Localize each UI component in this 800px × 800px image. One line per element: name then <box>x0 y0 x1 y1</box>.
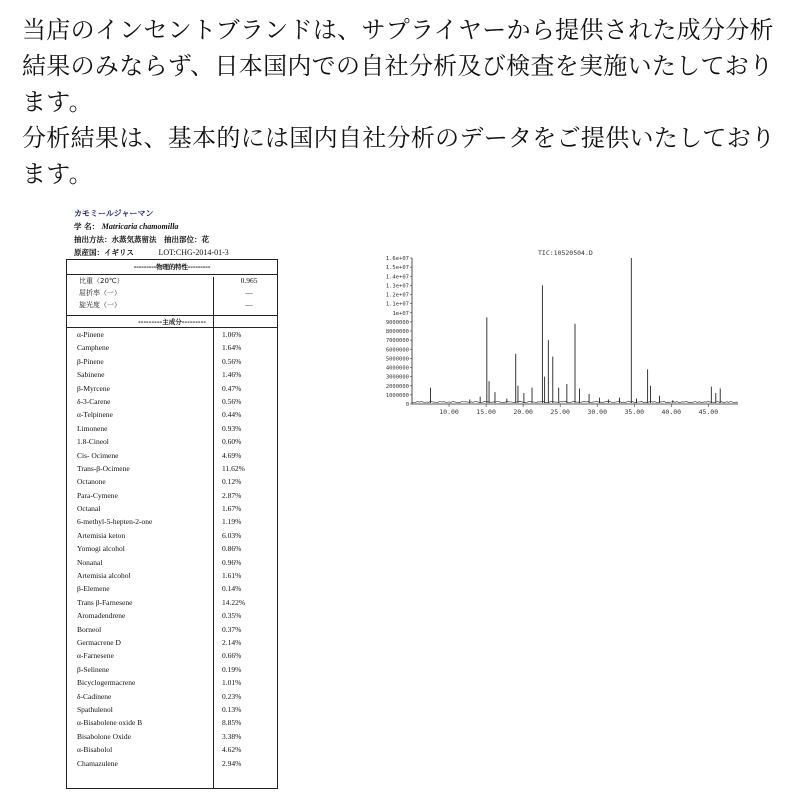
intro-line-3: ます。 <box>22 88 93 116</box>
component-percent: 1.67% <box>222 504 242 514</box>
component-name: Borneol <box>77 624 102 634</box>
component-row <box>67 449 277 462</box>
component-row <box>67 395 277 408</box>
component-percent: 0.37% <box>222 624 242 634</box>
component-percent: 0.93% <box>222 423 242 433</box>
component-percent: 14.22% <box>222 597 246 607</box>
component-row <box>67 730 277 743</box>
intro-line-5: ます。 <box>22 160 93 188</box>
component-row <box>67 462 277 475</box>
component-name: 1.8-Cineol <box>77 437 109 447</box>
component-row <box>67 676 277 689</box>
component-name: Bisabolone Oxide <box>77 731 131 741</box>
y-tick-label: 1.1e+07 <box>385 301 409 308</box>
component-row <box>67 355 277 368</box>
component-row <box>67 502 277 515</box>
y-tick-label: 1.5e+07 <box>385 265 409 272</box>
component-name: α-Telpinene <box>77 410 113 420</box>
component-percent: 2.87% <box>222 490 242 500</box>
y-tick-label: 7000000 <box>385 338 409 345</box>
y-tick-label: 6000000 <box>385 347 409 354</box>
component-name: Cis- Ocimene <box>77 450 119 460</box>
component-percent: 0.19% <box>222 664 242 674</box>
latin-name-line <box>66 220 278 233</box>
y-tick-label: 2000000 <box>385 383 409 390</box>
component-percent: 11.62% <box>222 463 245 473</box>
property-row <box>67 299 277 311</box>
component-percent: 0.13% <box>222 704 242 714</box>
chromatogram-label: TIC:10520504.D <box>538 249 593 257</box>
component-percent: 2.94% <box>222 758 242 768</box>
component-row <box>67 690 277 703</box>
component-row <box>67 743 277 756</box>
component-row <box>67 542 277 555</box>
component-row <box>67 757 277 770</box>
component-name: Limonene <box>77 423 108 433</box>
component-row <box>67 529 277 542</box>
component-row <box>67 368 277 381</box>
component-row <box>67 716 277 729</box>
component-percent: 0.60% <box>222 437 242 447</box>
component-percent: 0.47% <box>222 383 242 393</box>
y-tick-label: 1.3e+07 <box>385 283 409 290</box>
component-row <box>67 609 277 622</box>
component-row <box>67 623 277 636</box>
component-row <box>67 596 277 609</box>
component-row <box>67 663 277 676</box>
component-percent: 2.14% <box>222 637 242 647</box>
intro-line-1: 当店のインセントブランドは、サプライヤーから提供された成分分析 <box>22 16 774 44</box>
component-row <box>67 582 277 595</box>
component-name: α-Pinene <box>77 330 104 339</box>
component-name: δ-Cadinene <box>77 691 112 701</box>
intro-line-2: 結果のみならず、日本国内での自社分析及び検査を実施いたしており <box>22 52 774 80</box>
y-tick-label: 9000000 <box>385 319 409 326</box>
sheet-title: カモミールジャーマン <box>74 209 154 218</box>
component-name: Para-Cymene <box>77 490 118 500</box>
component-name: α-Bisabolol <box>77 745 113 755</box>
component-row <box>67 382 277 395</box>
component-row <box>67 703 277 716</box>
chromatogram <box>368 248 744 418</box>
y-tick-label: 4000000 <box>385 365 409 372</box>
component-percent: 8.85% <box>222 718 242 728</box>
section-main-components: ---------主成分--------- <box>67 315 277 328</box>
component-row <box>67 328 277 341</box>
component-name: Camphene <box>77 343 110 353</box>
component-percent: 0.14% <box>222 584 242 594</box>
origin-line <box>66 246 278 259</box>
component-name: Trans β-Farnesene <box>77 597 133 607</box>
y-tick-label: 1000000 <box>385 392 409 399</box>
component-name: β-Elemene <box>77 584 110 594</box>
x-tick-label: 30.00 <box>587 408 608 416</box>
component-list <box>67 328 277 770</box>
component-name: Bicyclogermacrene <box>77 678 136 688</box>
component-name: Octanal <box>77 504 101 514</box>
y-tick-label: 1.4e+07 <box>385 274 409 281</box>
component-row <box>67 408 277 421</box>
component-percent: 1.06% <box>222 330 242 339</box>
x-tick-label: 10.00 <box>439 408 459 416</box>
component-name: Chamazulene <box>77 758 118 768</box>
component-row <box>67 435 277 448</box>
component-name: β-Selinene <box>77 664 110 674</box>
component-percent: 0.44% <box>222 410 242 420</box>
y-tick-label: 5000000 <box>385 356 409 363</box>
property-value: 0.965 <box>240 276 258 285</box>
lot-number: LOT:CHG-2014-01-3 <box>158 248 229 257</box>
x-tick-label: 15.00 <box>476 408 496 416</box>
x-tick-label: 25.00 <box>550 408 570 416</box>
component-name: Yomogi alcohol <box>77 544 125 554</box>
component-percent: 1.01% <box>222 678 242 688</box>
property-name: 屈折率（一） <box>79 289 121 297</box>
component-percent: 3.38% <box>222 731 242 741</box>
component-name: Nonanal <box>77 557 103 567</box>
component-row <box>67 636 277 649</box>
component-percent: 1.64% <box>222 343 242 353</box>
component-percent: 0.56% <box>222 396 242 406</box>
latin-label: 学 名： <box>74 222 100 231</box>
component-name: Spathulenol <box>77 704 113 714</box>
component-name: α-Farnesene <box>77 651 114 661</box>
property-value: — <box>245 288 253 297</box>
component-name: β-Myrcene <box>77 383 110 393</box>
intro-text <box>22 12 782 192</box>
component-name: Artemisia alcohol <box>77 571 131 581</box>
component-name: α-Bisabolene oxide B <box>77 718 143 728</box>
method-line: 抽出方法：水蒸気蒸留法 抽出部位：花 <box>74 235 209 244</box>
x-tick-label: 40.00 <box>661 408 682 416</box>
component-row <box>67 569 277 582</box>
component-name: β-Pinene <box>77 356 104 366</box>
component-name: δ-3-Carene <box>77 396 111 406</box>
component-percent: 0.56% <box>222 356 242 366</box>
y-tick-label: 1.6e+07 <box>385 256 409 262</box>
property-value: — <box>245 300 253 309</box>
x-tick-label: 20.00 <box>513 408 533 416</box>
component-row <box>67 649 277 662</box>
component-name: Aromadendrene <box>77 611 126 621</box>
component-row <box>67 489 277 502</box>
component-percent: 6.03% <box>222 530 242 540</box>
y-tick-label: 1e+07 <box>392 310 409 317</box>
component-percent: 0.96% <box>222 557 242 567</box>
component-percent: 1.19% <box>222 517 242 527</box>
property-name: 比重（20℃） <box>79 277 124 285</box>
origin: 原産国：イギリス <box>74 248 134 257</box>
component-name: Germacrene D <box>77 637 121 647</box>
column-divider <box>213 277 214 788</box>
component-percent: 0.66% <box>222 651 242 661</box>
latin-name: Matricaria chamomilla <box>101 222 179 231</box>
y-tick-label: 8000000 <box>385 329 409 335</box>
component-percent: 0.23% <box>222 691 242 701</box>
component-name: Octanone <box>77 477 106 487</box>
component-percent: 1.61% <box>222 571 242 581</box>
component-name: Sabinene <box>77 370 105 380</box>
component-row <box>67 475 277 488</box>
intro-line-4: 分析結果は、基本的には国内自社分析のデータをご提供いたしており <box>22 124 776 152</box>
component-percent: 4.69% <box>222 450 242 460</box>
component-row <box>67 556 277 569</box>
chromatogram-plot <box>368 248 744 418</box>
component-row <box>67 422 277 435</box>
x-tick-label: 35.00 <box>624 408 645 416</box>
component-percent: 0.35% <box>222 611 242 621</box>
y-tick-label: 0 <box>405 402 409 408</box>
x-tick-label: 45.00 <box>698 408 719 416</box>
component-row <box>67 515 277 528</box>
component-percent: 1.46% <box>222 370 242 380</box>
section-physical-properties: ---------物理的特性--------- <box>67 260 277 275</box>
property-row <box>67 287 277 299</box>
component-row <box>67 341 277 354</box>
property-row <box>67 275 277 287</box>
component-name: 6-methyl-5-hepten-2-one <box>77 517 153 527</box>
component-percent: 0.86% <box>222 544 242 554</box>
component-percent: 4.62% <box>222 745 242 755</box>
component-name: Artemisia keton <box>77 530 126 540</box>
component-percent: 0.12% <box>222 477 242 487</box>
analysis-sheet <box>66 208 278 768</box>
y-tick-label: 3000000 <box>385 374 409 381</box>
component-name: Trans-β-Ocimene <box>77 463 130 473</box>
analysis-table <box>66 259 278 789</box>
y-tick-label: 1.2e+07 <box>385 292 409 299</box>
property-name: 旋光度（一） <box>79 301 121 309</box>
